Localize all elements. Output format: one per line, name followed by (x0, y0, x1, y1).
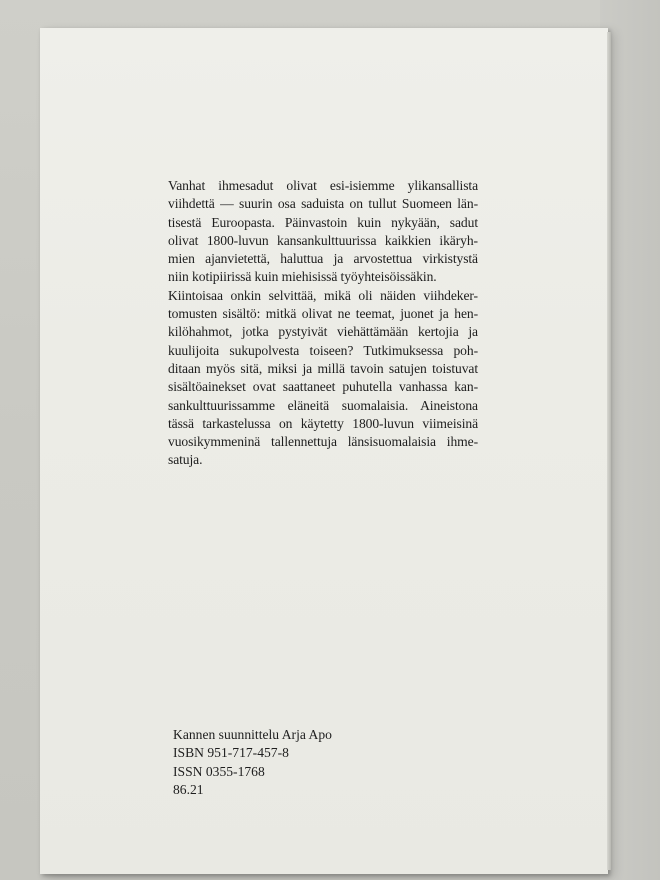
isbn-number: ISBN 951-717-457-8 (173, 745, 289, 761)
blurb-line: tomusten sisältö: mitkä olivat ne teemat, juonet ja hen- (168, 306, 478, 322)
back-cover-blurb (168, 177, 478, 470)
blurb-line: satuja. (168, 452, 203, 468)
classification-code: 86.21 (173, 782, 204, 798)
blurb-line: Kiintoisaa onkin selvittää, mikä oli näiden viihdeker- (168, 287, 478, 303)
colophon (173, 726, 332, 800)
blurb-line: mien ajanvietettä, haluttua ja arvostettua virkistystä (168, 251, 478, 267)
book-back-cover (40, 28, 608, 874)
blurb-line: sankulttuurissamme eläneitä suomalaisia. Aineistona (168, 397, 478, 413)
blurb-line: kilöhahmot, jotka pystyivät viehättämään kertojia ja (168, 324, 478, 340)
blurb-line: tisestä Euroopasta. Päinvastoin kuin nykyään, sadut (168, 214, 478, 230)
blurb-line: vuosikymmeninä tallennettuja länsisuomalaisia ihme- (168, 434, 478, 450)
blurb-line: Vanhat ihmesadut olivat esi-isiemme ylikansallista (168, 178, 478, 193)
blurb-line: ditaan myös sitä, miksi ja millä tavoin satujen toistuvat (168, 360, 478, 376)
blurb-line: niin kotipiirissä kuin miehisissä työyhteisöissäkin. (168, 269, 437, 285)
blurb-line: sisältöainekset ovat saattaneet puhutella vanhassa kan- (168, 379, 478, 395)
issn-number: ISSN 0355-1768 (173, 763, 265, 779)
book-page-edge (607, 32, 611, 870)
blurb-line: tässä tarkastelussa on käytetty 1800-luvun viimeisinä (168, 415, 478, 431)
blurb-line: olivat 1800-luvun kansankulttuurissa kaikkien ikäryh- (168, 232, 478, 248)
cover-designer-credit: Kannen suunnittelu Arja Apo (173, 727, 332, 742)
blurb-line: viihdettä — suurin osa saduista on tullut Suomeen län- (168, 196, 478, 212)
blurb-line: kuulijoita sukupolvesta toiseen? Tutkimuksessa poh- (168, 342, 478, 358)
